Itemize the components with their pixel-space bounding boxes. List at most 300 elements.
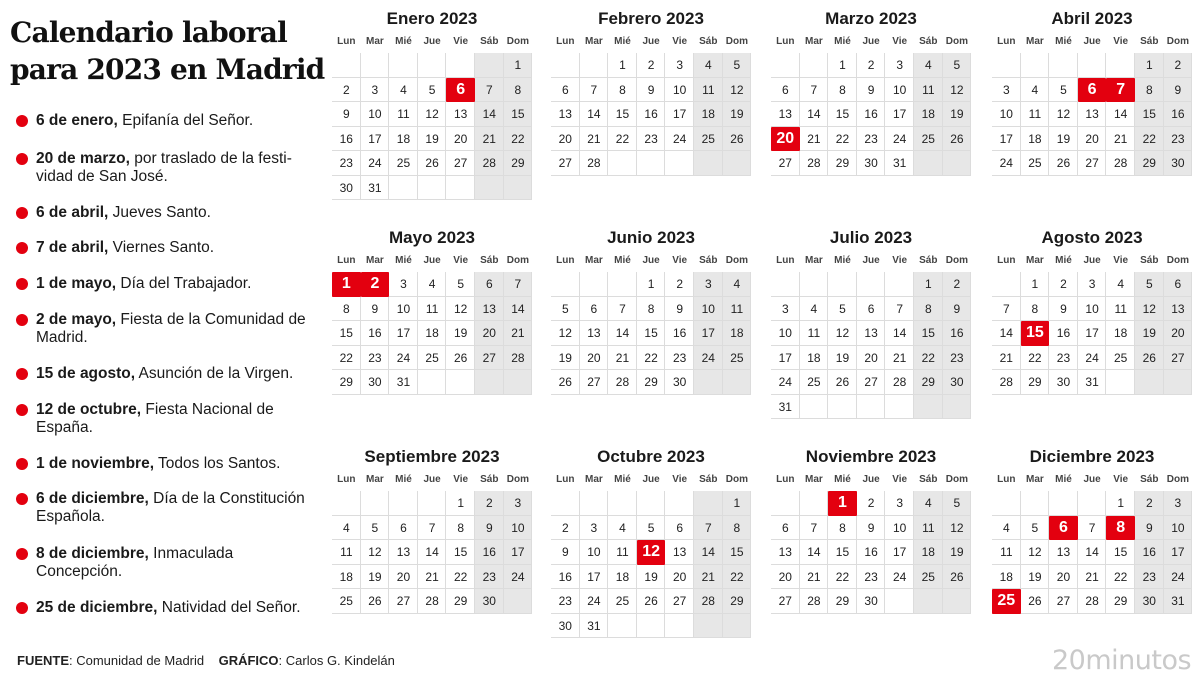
day-number: 17 bbox=[396, 326, 411, 340]
day-number: 13 bbox=[1056, 545, 1071, 559]
grid-cell bbox=[446, 53, 475, 78]
day-number: 31 bbox=[587, 618, 601, 633]
weekday-header bbox=[992, 252, 1192, 270]
day-number: 4 bbox=[1002, 520, 1010, 535]
day-number: 18 bbox=[615, 569, 630, 584]
weekday-label: Mar bbox=[584, 36, 603, 47]
day-number: 19 bbox=[558, 350, 572, 365]
day-number: 17 bbox=[1085, 326, 1099, 340]
day-number: 26 bbox=[835, 375, 850, 389]
day-number: 8 bbox=[1145, 82, 1153, 97]
weekday-label: Lun bbox=[997, 474, 1016, 485]
holiday-date: 6 de abril, bbox=[36, 204, 109, 221]
day-number: 22 bbox=[454, 569, 468, 584]
day-number: 12 bbox=[558, 326, 572, 340]
weekday-label: Lun bbox=[556, 474, 575, 485]
weekday-label: Jue bbox=[642, 255, 660, 266]
holiday-text bbox=[36, 112, 316, 130]
grid-cell bbox=[992, 53, 1021, 78]
day-number: 18 bbox=[701, 107, 715, 121]
month-calendar bbox=[992, 9, 1192, 176]
day-number: 31 bbox=[778, 399, 792, 414]
weekday-label: Mié bbox=[395, 36, 412, 47]
holiday-text bbox=[36, 239, 316, 257]
day-number: 8 bbox=[839, 82, 846, 97]
weekday-label: Jue bbox=[642, 474, 660, 485]
weekday-label: Sáb bbox=[480, 255, 499, 266]
month-title: Octubre 2023 bbox=[597, 447, 705, 466]
day-number: 18 bbox=[999, 569, 1013, 584]
holiday-day: 15 bbox=[1021, 321, 1050, 346]
day-number: 20 bbox=[558, 131, 572, 146]
weekday-label: Sáb bbox=[699, 255, 718, 266]
grid-cell bbox=[446, 176, 475, 201]
grid-cell bbox=[992, 491, 1021, 516]
grid-cell bbox=[1106, 53, 1135, 78]
day-number: 25 bbox=[1114, 350, 1128, 365]
day-number: 2 bbox=[1060, 277, 1067, 291]
day-number: 30 bbox=[339, 180, 353, 195]
day-number: 20 bbox=[482, 326, 496, 340]
day-number: 9 bbox=[647, 82, 655, 97]
month-title: Junio 2023 bbox=[607, 228, 695, 247]
day-number: 17 bbox=[778, 350, 792, 365]
weekday-label: Mié bbox=[614, 474, 631, 485]
weekday-label: Dom bbox=[1166, 474, 1189, 485]
holiday-date: 1 de noviembre, bbox=[36, 455, 155, 472]
weekday-label: Mié bbox=[395, 474, 412, 485]
weekday-label: Vie bbox=[672, 255, 688, 266]
grid-cell bbox=[914, 395, 943, 420]
grid-cell bbox=[580, 53, 609, 78]
day-number: 24 bbox=[587, 594, 601, 608]
grid-cell bbox=[475, 53, 504, 78]
day-number: 22 bbox=[835, 131, 850, 146]
day-number: 28 bbox=[893, 375, 907, 389]
holiday-text bbox=[36, 599, 316, 617]
grid-cell bbox=[608, 272, 637, 297]
day-number: 13 bbox=[864, 326, 878, 340]
grid-cell bbox=[580, 272, 609, 297]
holiday-desc: Inmaculada Concepción. bbox=[36, 545, 234, 580]
grid-cell bbox=[1106, 370, 1135, 395]
day-number: 25 bbox=[425, 350, 439, 365]
grid-cell bbox=[504, 370, 533, 395]
holiday-date: 6 de enero, bbox=[36, 112, 118, 129]
grid-cell bbox=[332, 491, 361, 516]
day-number: 9 bbox=[867, 520, 875, 535]
weekday-label: Jue bbox=[862, 36, 880, 47]
day-number: 19 bbox=[950, 545, 964, 559]
weekday-label: Lun bbox=[776, 255, 795, 266]
day-number: 6 bbox=[781, 520, 789, 535]
day-grid bbox=[992, 491, 1192, 614]
day-number: 18 bbox=[730, 326, 744, 340]
month-calendar bbox=[771, 9, 971, 176]
holiday-text bbox=[36, 401, 316, 437]
grid-cell bbox=[694, 370, 723, 395]
credits bbox=[17, 653, 395, 668]
day-number: 30 bbox=[1056, 375, 1071, 389]
grid-cell bbox=[332, 53, 361, 78]
weekday-label: Lun bbox=[776, 474, 795, 485]
grid-cell bbox=[885, 395, 914, 420]
grid-cell bbox=[665, 491, 694, 516]
day-number: 7 bbox=[810, 82, 818, 97]
day-number: 24 bbox=[511, 569, 525, 584]
day-number: 10 bbox=[999, 107, 1013, 121]
day-number: 27 bbox=[778, 594, 792, 608]
day-number: 10 bbox=[701, 301, 715, 316]
holiday-day: 25 bbox=[992, 589, 1021, 614]
day-grid bbox=[551, 53, 751, 176]
day-number: 30 bbox=[950, 375, 964, 389]
weekday-label: Lun bbox=[997, 255, 1016, 266]
day-number: 20 bbox=[864, 350, 878, 365]
grid-cell bbox=[551, 491, 580, 516]
day-number: 15 bbox=[921, 326, 935, 340]
day-number: 6 bbox=[485, 277, 493, 291]
day-number: 27 bbox=[864, 375, 878, 389]
holiday-day: 8 bbox=[1106, 516, 1135, 541]
day-number: 16 bbox=[864, 545, 878, 559]
day-number: 25 bbox=[701, 131, 715, 146]
day-number: 27 bbox=[778, 156, 792, 170]
day-number: 30 bbox=[673, 375, 687, 389]
day-number: 23 bbox=[339, 156, 353, 170]
day-number: 18 bbox=[807, 350, 821, 365]
day-number: 8 bbox=[619, 82, 626, 97]
day-number: 26 bbox=[558, 375, 572, 389]
day-number: 21 bbox=[511, 326, 525, 340]
page-title: Calendario laboral para 2023 en Madrid bbox=[10, 16, 325, 86]
grid-cell bbox=[504, 176, 533, 201]
day-number: 5 bbox=[428, 82, 436, 97]
weekday-label: Jue bbox=[862, 255, 880, 266]
weekday-label: Sáb bbox=[1140, 474, 1159, 485]
day-number: 8 bbox=[514, 82, 522, 97]
month-title: Mayo 2023 bbox=[389, 228, 475, 247]
day-number: 2 bbox=[1174, 58, 1182, 72]
day-number: 27 bbox=[587, 375, 601, 389]
day-number: 23 bbox=[1142, 569, 1156, 584]
day-number: 11 bbox=[340, 545, 353, 559]
day-number: 30 bbox=[482, 594, 496, 608]
weekday-label: Vie bbox=[1113, 474, 1129, 485]
month-calendar bbox=[992, 228, 1192, 395]
day-number: 9 bbox=[561, 545, 569, 559]
weekday-label: Lun bbox=[337, 36, 356, 47]
grid-cell bbox=[608, 614, 637, 639]
red-dot-icon bbox=[16, 548, 28, 560]
holiday-text bbox=[36, 311, 316, 347]
day-number: 13 bbox=[587, 326, 601, 340]
day-number: 13 bbox=[396, 545, 411, 559]
day-number: 13 bbox=[454, 107, 468, 121]
red-dot-icon bbox=[16, 602, 28, 614]
holiday-day: 6 bbox=[1049, 516, 1078, 541]
day-number: 18 bbox=[425, 326, 439, 340]
month-title: Enero 2023 bbox=[386, 9, 478, 28]
day-number: 27 bbox=[1171, 350, 1185, 365]
grid-cell bbox=[885, 272, 914, 297]
day-number: 23 bbox=[864, 569, 878, 584]
holiday-desc: Fiesta de la Comunidad de Madrid. bbox=[36, 311, 306, 346]
day-number: 6 bbox=[867, 301, 875, 316]
day-number: 28 bbox=[482, 156, 496, 170]
day-number: 24 bbox=[778, 375, 792, 389]
day-number: 7 bbox=[428, 520, 436, 535]
day-number: 16 bbox=[1056, 326, 1071, 340]
month-calendar bbox=[992, 447, 1192, 614]
day-number: 14 bbox=[999, 326, 1013, 340]
day-number: 19 bbox=[425, 131, 439, 146]
month-title: Febrero 2023 bbox=[598, 9, 704, 28]
day-number: 26 bbox=[950, 131, 964, 146]
day-number: 17 bbox=[893, 107, 907, 121]
weekday-label: Jue bbox=[423, 36, 441, 47]
weekday-label: Dom bbox=[1166, 36, 1189, 47]
day-number: 11 bbox=[730, 301, 744, 316]
day-number: 25 bbox=[921, 569, 935, 584]
grid-cell bbox=[771, 272, 800, 297]
red-dot-icon bbox=[16, 404, 28, 416]
day-number: 30 bbox=[864, 594, 878, 608]
day-number: 21 bbox=[1114, 131, 1128, 146]
weekday-label: Jue bbox=[1083, 474, 1101, 485]
day-number: 6 bbox=[676, 520, 684, 535]
day-number: 21 bbox=[425, 569, 439, 584]
day-number: 9 bbox=[953, 301, 961, 316]
day-number: 31 bbox=[1085, 375, 1099, 389]
day-number: 29 bbox=[1028, 375, 1042, 389]
day-number: 5 bbox=[457, 277, 465, 291]
day-number: 4 bbox=[619, 520, 626, 535]
holiday-text bbox=[36, 204, 316, 222]
day-number: 5 bbox=[953, 496, 961, 510]
weekday-header bbox=[992, 33, 1192, 51]
grid-cell bbox=[418, 370, 447, 395]
day-number: 1 bbox=[1031, 277, 1039, 291]
day-grid bbox=[771, 491, 971, 614]
weekday-label: Mar bbox=[1025, 474, 1044, 485]
day-number: 8 bbox=[342, 301, 350, 316]
day-number: 17 bbox=[673, 107, 687, 121]
weekday-label: Vie bbox=[453, 255, 469, 266]
grid-cell bbox=[418, 176, 447, 201]
holiday-item bbox=[16, 401, 316, 437]
day-number: 4 bbox=[733, 277, 741, 291]
grid-cell bbox=[580, 491, 609, 516]
weekday-header bbox=[332, 33, 532, 51]
day-number: 18 bbox=[921, 545, 935, 559]
day-number: 10 bbox=[396, 301, 411, 316]
weekday-label: Sáb bbox=[1140, 255, 1159, 266]
day-number: 24 bbox=[396, 350, 411, 365]
grid-cell bbox=[608, 151, 637, 176]
day-number: 13 bbox=[558, 107, 572, 121]
holiday-day: 7 bbox=[1106, 78, 1135, 103]
day-number: 20 bbox=[1056, 569, 1071, 584]
day-number: 17 bbox=[1171, 545, 1185, 559]
weekday-label: Mar bbox=[1025, 36, 1044, 47]
day-number: 15 bbox=[454, 545, 468, 559]
day-number: 8 bbox=[839, 520, 846, 535]
holiday-text bbox=[36, 545, 316, 581]
grid-cell bbox=[361, 491, 390, 516]
day-number: 4 bbox=[1031, 82, 1039, 97]
day-number: 25 bbox=[730, 350, 744, 365]
day-number: 28 bbox=[615, 375, 630, 389]
day-number: 13 bbox=[482, 301, 496, 316]
grid-cell bbox=[943, 395, 972, 420]
day-number: 28 bbox=[1114, 156, 1128, 170]
day-number: 28 bbox=[587, 156, 601, 170]
day-number: 24 bbox=[893, 569, 907, 584]
day-number: 26 bbox=[730, 131, 744, 146]
day-number: 15 bbox=[511, 107, 525, 121]
grid-cell bbox=[800, 53, 829, 78]
day-number: 5 bbox=[733, 58, 741, 72]
day-number: 27 bbox=[1056, 594, 1071, 608]
day-number: 3 bbox=[781, 301, 789, 316]
weekday-label: Lun bbox=[337, 474, 356, 485]
weekday-label: Sáb bbox=[919, 255, 938, 266]
day-number: 14 bbox=[807, 545, 821, 559]
grid-cell bbox=[389, 491, 418, 516]
weekday-label: Lun bbox=[337, 255, 356, 266]
grid-cell bbox=[771, 53, 800, 78]
day-number: 9 bbox=[371, 301, 379, 316]
day-number: 3 bbox=[896, 496, 904, 510]
day-number: 6 bbox=[781, 82, 789, 97]
day-number: 23 bbox=[864, 131, 878, 146]
weekday-header bbox=[332, 252, 532, 270]
weekday-header bbox=[551, 252, 751, 270]
day-grid bbox=[332, 272, 532, 395]
day-number: 12 bbox=[425, 107, 439, 121]
day-number: 20 bbox=[1085, 131, 1099, 146]
day-number: 1 bbox=[1117, 496, 1125, 510]
day-number: 6 bbox=[590, 301, 598, 316]
day-number: 5 bbox=[953, 58, 961, 72]
day-number: 5 bbox=[839, 301, 846, 316]
weekday-label: Mié bbox=[614, 255, 631, 266]
day-number: 23 bbox=[1171, 131, 1185, 146]
day-number: 4 bbox=[924, 58, 932, 72]
day-number: 20 bbox=[673, 569, 687, 584]
day-number: 2 bbox=[676, 277, 684, 291]
day-number: 29 bbox=[644, 375, 658, 389]
weekday-label: Mar bbox=[804, 255, 823, 266]
day-number: 28 bbox=[511, 350, 525, 365]
grid-cell bbox=[914, 589, 943, 614]
day-number: 1 bbox=[647, 277, 655, 291]
day-number: 22 bbox=[644, 350, 658, 365]
day-number: 3 bbox=[896, 58, 904, 72]
weekday-label: Dom bbox=[506, 255, 529, 266]
red-dot-icon bbox=[16, 278, 28, 290]
holiday-day: 12 bbox=[637, 540, 666, 565]
weekday-label: Sáb bbox=[919, 474, 938, 485]
grid-cell bbox=[1049, 491, 1078, 516]
grid-cell bbox=[418, 491, 447, 516]
grid-cell bbox=[885, 589, 914, 614]
grid-cell bbox=[361, 53, 390, 78]
holiday-date: 20 de marzo, bbox=[36, 150, 130, 167]
day-number: 6 bbox=[561, 82, 569, 97]
day-number: 10 bbox=[778, 326, 792, 340]
day-number: 22 bbox=[1114, 569, 1128, 584]
weekday-label: Jue bbox=[423, 474, 441, 485]
weekday-label: Lun bbox=[556, 255, 575, 266]
month-calendar bbox=[551, 228, 751, 395]
day-number: 9 bbox=[1174, 82, 1182, 97]
grid-cell bbox=[857, 272, 886, 297]
day-number: 4 bbox=[428, 277, 436, 291]
day-number: 1 bbox=[457, 496, 465, 510]
weekday-label: Sáb bbox=[480, 36, 499, 47]
weekday-label: Vie bbox=[672, 474, 688, 485]
grid-cell bbox=[1021, 491, 1050, 516]
month-calendar bbox=[551, 9, 751, 176]
day-number: 23 bbox=[673, 350, 687, 365]
day-number: 27 bbox=[673, 594, 687, 608]
holiday-date: 2 de mayo, bbox=[36, 311, 117, 328]
day-number: 1 bbox=[619, 58, 626, 72]
grid-cell bbox=[637, 491, 666, 516]
day-number: 16 bbox=[644, 107, 658, 121]
day-number: 17 bbox=[368, 131, 382, 146]
day-number: 5 bbox=[1060, 82, 1067, 97]
grid-cell bbox=[800, 272, 829, 297]
day-number: 24 bbox=[1171, 569, 1185, 584]
day-number: 12 bbox=[1028, 545, 1042, 559]
month-calendar bbox=[771, 228, 971, 419]
holiday-item bbox=[16, 311, 316, 347]
holiday-item bbox=[16, 545, 316, 581]
day-number: 7 bbox=[619, 301, 626, 316]
day-number: 12 bbox=[368, 545, 382, 559]
day-number: 2 bbox=[342, 82, 350, 97]
weekday-label: Vie bbox=[453, 474, 469, 485]
weekday-label: Mar bbox=[804, 36, 823, 47]
holiday-text bbox=[36, 455, 316, 473]
grid-cell bbox=[694, 491, 723, 516]
day-number: 1 bbox=[924, 277, 932, 291]
day-number: 19 bbox=[1142, 326, 1156, 340]
grid-cell bbox=[551, 53, 580, 78]
holiday-desc: Epifanía del Señor. bbox=[117, 112, 254, 129]
day-number: 28 bbox=[807, 594, 821, 608]
day-number: 20 bbox=[1171, 326, 1185, 340]
day-number: 21 bbox=[1085, 569, 1099, 584]
day-number: 26 bbox=[454, 350, 468, 365]
grid-cell bbox=[1078, 53, 1107, 78]
day-number: 21 bbox=[587, 131, 601, 146]
grid-cell bbox=[800, 491, 829, 516]
holiday-item bbox=[16, 365, 316, 383]
day-number: 28 bbox=[807, 156, 821, 170]
day-number: 29 bbox=[921, 375, 935, 389]
weekday-label: Mié bbox=[1055, 36, 1072, 47]
weekday-header bbox=[551, 471, 751, 489]
holiday-item bbox=[16, 490, 316, 526]
day-number: 16 bbox=[673, 326, 687, 340]
month-calendar bbox=[771, 447, 971, 614]
day-number: 19 bbox=[1056, 131, 1071, 146]
month-title: Agosto 2023 bbox=[1041, 228, 1143, 247]
